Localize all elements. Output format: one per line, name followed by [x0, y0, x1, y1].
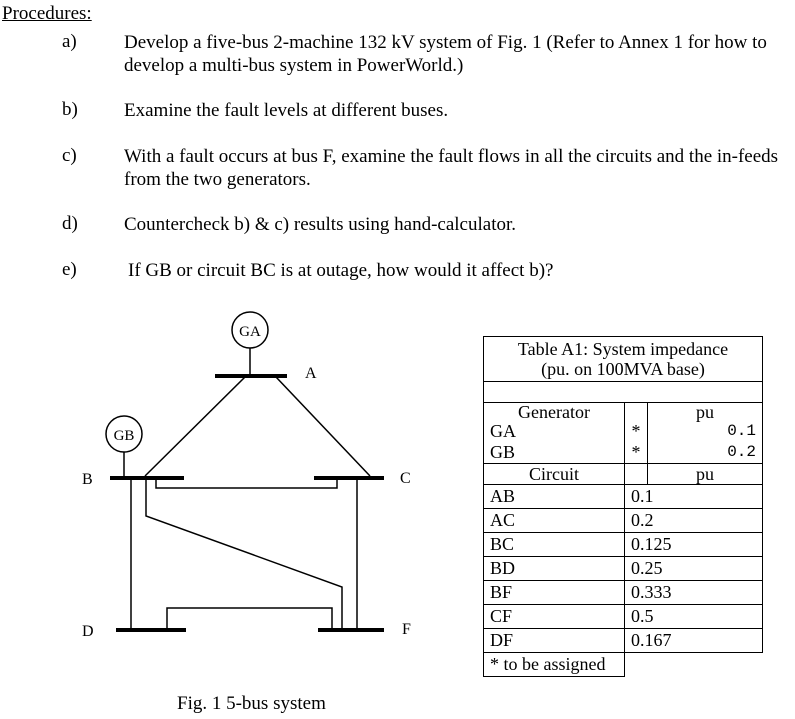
step-d-label: d) — [62, 213, 78, 234]
circuit-header: Circuit — [484, 464, 625, 485]
table-row: AB 0.1 — [484, 485, 763, 509]
step-b-label: b) — [62, 99, 78, 120]
generator-header: Generator — [484, 403, 625, 422]
step-c-label: c) — [62, 145, 77, 166]
table-row: GA * 0.1 — [484, 421, 763, 441]
table-row: BD 0.25 — [484, 557, 763, 581]
table-title: Table A1: System impedance — [484, 337, 763, 360]
table-row: BC 0.125 — [484, 533, 763, 557]
pu-header: pu — [648, 403, 763, 422]
procedures-heading: Procedures: — [2, 3, 92, 24]
line-ab — [145, 377, 245, 476]
step-e-label: e) — [62, 259, 77, 280]
bus-f-label: F — [402, 621, 411, 638]
table-footnote: * to be assigned — [484, 653, 625, 677]
impedance-table — [483, 336, 763, 677]
generator-a-label: GA — [239, 324, 261, 340]
step-d-text: Countercheck b) & c) results using hand-calculator. — [124, 214, 517, 235]
step-e-text: If GB or circuit BC is at outage, how would it affect b)? — [128, 260, 554, 281]
step-a-label: a) — [62, 31, 77, 52]
step-b-text: Examine the fault levels at different buses. — [124, 100, 449, 121]
five-bus-diagram — [0, 300, 480, 700]
table-row: AC 0.2 — [484, 509, 763, 533]
table-row: DF 0.167 — [484, 629, 763, 653]
line-bf — [146, 478, 342, 630]
table-row: CF 0.5 — [484, 605, 763, 629]
bus-c-label: C — [400, 470, 411, 487]
line-df — [167, 608, 332, 630]
generator-b-label: GB — [113, 428, 135, 444]
figure-caption: Fig. 1 5-bus system — [177, 693, 326, 714]
pu-header-circuit: pu — [648, 464, 763, 485]
table-row: BF 0.333 — [484, 581, 763, 605]
step-c-text: With a fault occurs at bus F, examine the fault flows in all the circuits and the in-feeds from the two generators. — [124, 146, 779, 190]
table-row: GB * 0.2 — [484, 441, 763, 464]
bus-d-label: D — [82, 623, 94, 640]
bus-a-label: A — [305, 365, 317, 382]
table-subtitle: (pu. on 100MVA base) — [484, 359, 763, 382]
step-a-text: Develop a five-bus 2-machine 132 kV system of Fig. 1 (Refer to Annex 1 for how to develop a multi-bus system in PowerWorld.) — [124, 32, 767, 76]
impedance-table-box — [483, 336, 763, 677]
bus-b-label: B — [82, 471, 93, 488]
line-ac — [276, 377, 370, 476]
